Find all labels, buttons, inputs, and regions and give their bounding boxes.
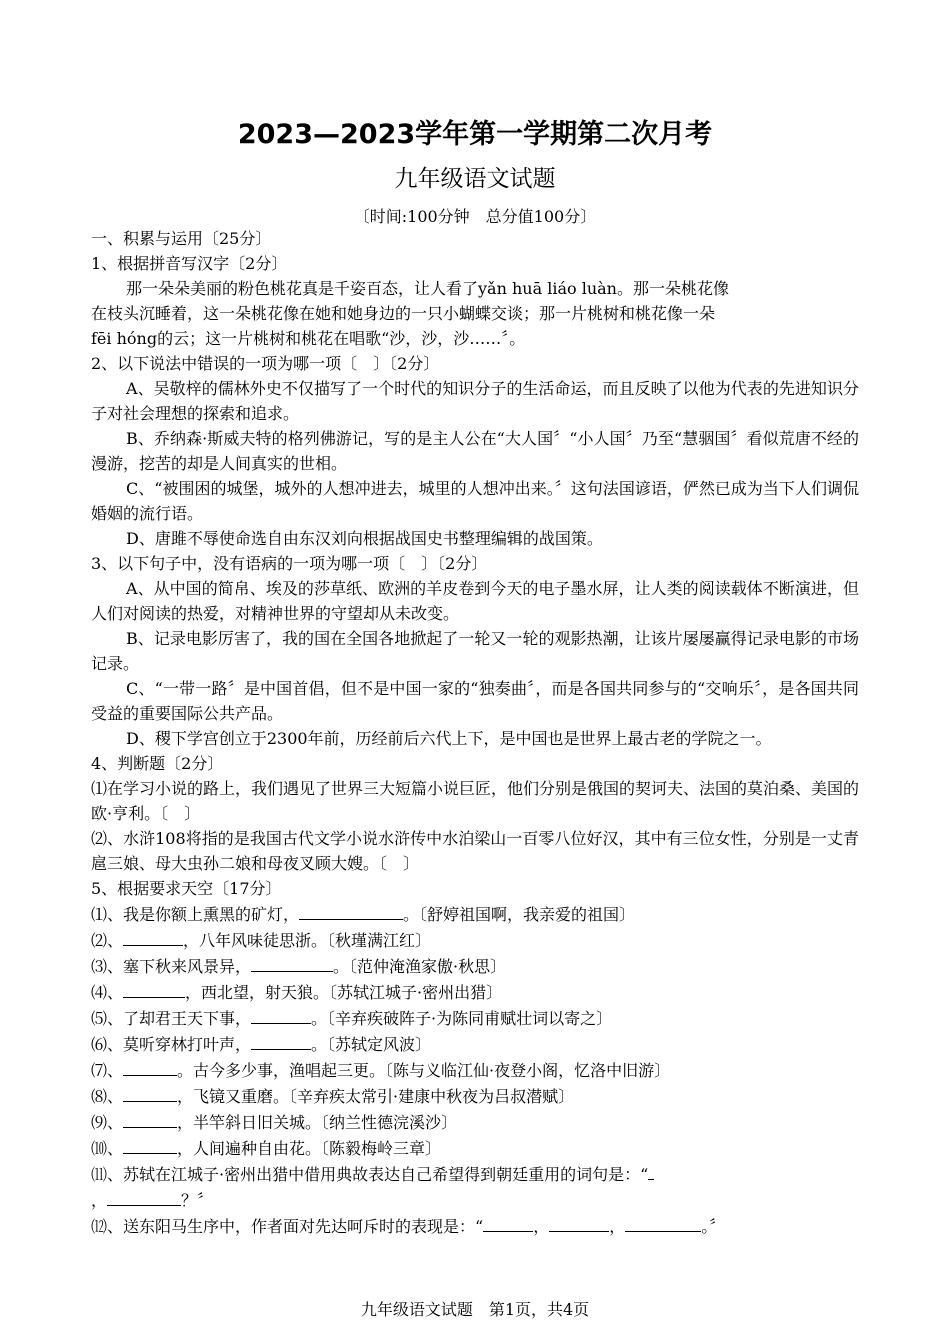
fill-line-5: [91, 1005, 859, 1031]
question-4-item-2: ⑵、水浒108将指的是我国古代文学小说水浒传中水泊梁山一百零八位好汉，其中有三位女性，分别是一丈青扈三娘、母大虫孙二娘和母夜叉顾大嫂。〔 〕: [91, 829, 859, 873]
question-2-heading: 2、以下说法中错误的一项为哪一项〔 〕〔2分〕: [91, 354, 440, 373]
question-1-text-line: 在枝头沉睡着，这一朵桃花像在她和她身边的一只小蝴蝶交谈；那一片桃树和桃花像一朵: [91, 304, 716, 323]
question-3-heading: 3、以下句子中，没有语病的一项为哪一项〔 〕〔2分〕: [91, 554, 488, 573]
question-5-heading: 5、根据要求天空〔17分〕: [91, 879, 282, 898]
question-2-option-d: D、唐雎不辱使命选自由东汉刘向根据战国史书整理编辑的战国策。: [126, 529, 603, 548]
fill-line-2: [91, 927, 859, 953]
fill-text: 。古今多少事，渔唱起三更。〔陈与义临江仙·夜登小阁，忆洛中旧游〕: [177, 1061, 671, 1080]
time-info: 〔时间:100分钟 总分值100分〕: [353, 207, 597, 226]
fill-text: ？〞: [181, 1191, 214, 1210]
fill-line-8: [91, 1083, 859, 1109]
fill-text: ⑼、: [91, 1113, 124, 1132]
question-4-item-1: ⑴在学习小说的路上，我们遇见了世界三大短篇小说巨匠，他们分别是俄国的契诃夫、法国的莫泊桑、美国的欧·亨利。〔 〕: [91, 779, 860, 823]
fill-text: ⑾、苏轼在江城子·密州出猎中借用典故表达自己希望得到朝廷重用的词句是：“: [91, 1165, 649, 1184]
exam-body: [91, 226, 859, 1239]
fill-text: ⑹、莫听穿林打叶声，: [91, 1035, 252, 1054]
fill-text: ⑺、: [91, 1061, 124, 1080]
fill-text: ，八年风味徒思浙。〔秋瑾满江红〕: [183, 931, 432, 950]
fill-blank[interactable]: [648, 1161, 654, 1180]
fill-blank[interactable]: [251, 1031, 311, 1050]
exam-subtitle: 九年级语文试题: [394, 166, 556, 192]
fill-line-9: [91, 1109, 859, 1135]
fill-blank[interactable]: [123, 1083, 177, 1102]
fill-blank[interactable]: [123, 1057, 177, 1076]
question-2-option-a: A、吴敬梓的儒林外史不仅描写了一个时代的知识分子的生活命运，而且反映了以他为代表的先进知识分子对社会理想的探索和追求。: [91, 379, 859, 423]
fill-blank[interactable]: [299, 901, 403, 920]
fill-line-11: [91, 1161, 859, 1187]
fill-line-1: [91, 901, 859, 927]
fill-line-6: [91, 1031, 859, 1057]
fill-line-3: [91, 953, 859, 979]
fill-blank[interactable]: [123, 979, 185, 998]
question-4-heading: 4、判断题〔2分〕: [91, 754, 224, 773]
fill-blank[interactable]: [123, 1109, 177, 1128]
fill-text: ⑴、我是你额上熏黑的矿灯，: [91, 905, 300, 924]
fill-text: ⑷、: [91, 983, 124, 1002]
fill-blank[interactable]: [123, 927, 183, 946]
fill-text: 。〔舒婷祖国啊，我亲爱的祖国〕: [403, 905, 636, 924]
fill-text: ，人间遍种自由花。〔陈毅梅岭三章〕: [177, 1139, 442, 1158]
fill-blank[interactable]: [251, 1005, 311, 1024]
fill-text: ，飞镜又重磨。〔辛弃疾太常引·建康中秋夜为吕叔潜赋〕: [177, 1087, 575, 1106]
fill-text: 。〔辛弃疾破阵子·为陈同甫赋壮词以寄之〕: [311, 1009, 613, 1028]
fill-text: ，半竿斜日旧关城。〔纳兰性德浣溪沙〕: [177, 1113, 458, 1132]
exam-title: 2023—2023学年第一学期第二次月考: [237, 119, 713, 150]
fill-blank[interactable]: [107, 1187, 181, 1206]
fill-text: ，: [533, 1217, 550, 1236]
section-heading: 一、积累与运用〔25分〕: [91, 229, 272, 248]
question-1-heading: 1、根据拼音写汉字〔2分〕: [91, 254, 288, 273]
question-3-option-d: D、稷下学宫创立于2300年前，历经前后六代上下，是中国也是世界上最古老的学院之一。: [126, 729, 772, 748]
question-2-option-b: B、乔纳森·斯威夫特的格列佛游记，写的是主人公在“大人国〞“小人国〞乃至“慧骃国〞看似荒唐不经的漫游，挖苦的却是人间真实的世相。: [91, 429, 859, 473]
fill-text: ⑻、: [91, 1087, 124, 1106]
fill-line-7: [91, 1057, 859, 1083]
fill-blank[interactable]: [251, 953, 333, 972]
fill-text: ⑸、了却君王天下事，: [91, 1009, 252, 1028]
question-3-option-a: A、从中国的简帛、埃及的莎草纸、欧洲的羊皮卷到今天的电子墨水屏，让人类的阅读载体不断演进，但人们对阅读的热爱，对精神世界的守望却从未改变。: [91, 579, 859, 623]
fill-text: ⑵、: [91, 931, 124, 950]
fill-text: ⑽、: [91, 1139, 124, 1158]
question-3-option-b: B、记录电影厉害了，我的国在全国各地掀起了一轮又一轮的观影热潮，让该片屡屡赢得记录电影的市场记录。: [91, 629, 859, 673]
fill-blank[interactable]: [483, 1213, 533, 1232]
fill-text: 。〔范仲淹渔家傲·秋思〕: [333, 957, 507, 976]
fill-text: ⑿、送东阳马生序中，作者面对先达呵斥时的表现是：“: [91, 1217, 484, 1236]
fill-blank[interactable]: [123, 1135, 177, 1154]
question-3-option-c: C、“一带一路〞是中国首倡，但不是中国一家的“独奏曲〞，而是各国共同参与的“交响乐〞，是各国共同受益的重要国际公共产品。: [91, 679, 859, 723]
fill-line-12: [91, 1213, 859, 1239]
fill-text: ，: [91, 1191, 108, 1210]
fill-line-11-cont: [91, 1187, 859, 1213]
fill-text: 。〞: [701, 1217, 726, 1236]
page-footer: 九年级语文试题 第1页，共4页: [360, 1300, 590, 1319]
question-1-text-line: fēi hóng的云；这一片桃树和桃花在唱歌“沙，沙，沙……〞。: [91, 329, 526, 348]
fill-text: ⑶、塞下秋来风景异，: [91, 957, 252, 976]
fill-text: ，: [609, 1217, 626, 1236]
question-2-option-c: C、“被围困的城堡，城外的人想冲进去，城里的人想冲出来。〞这句法国谚语，俨然已成为当下人们调侃婚姻的流行语。: [91, 479, 859, 523]
fill-blank[interactable]: [549, 1213, 609, 1232]
fill-text: ，西北望，射天狼。〔苏轼江城子·密州出猎〕: [185, 983, 503, 1002]
fill-blank[interactable]: [625, 1213, 701, 1232]
question-1-text-line: 那一朵朵美丽的粉色桃花真是千姿百态，让人看了yǎn huā liáo luàn。那一朵桃花像: [126, 279, 729, 298]
fill-text: 。〔苏轼定风波〕: [311, 1035, 432, 1054]
fill-line-4: [91, 979, 859, 1005]
fill-line-10: [91, 1135, 859, 1161]
